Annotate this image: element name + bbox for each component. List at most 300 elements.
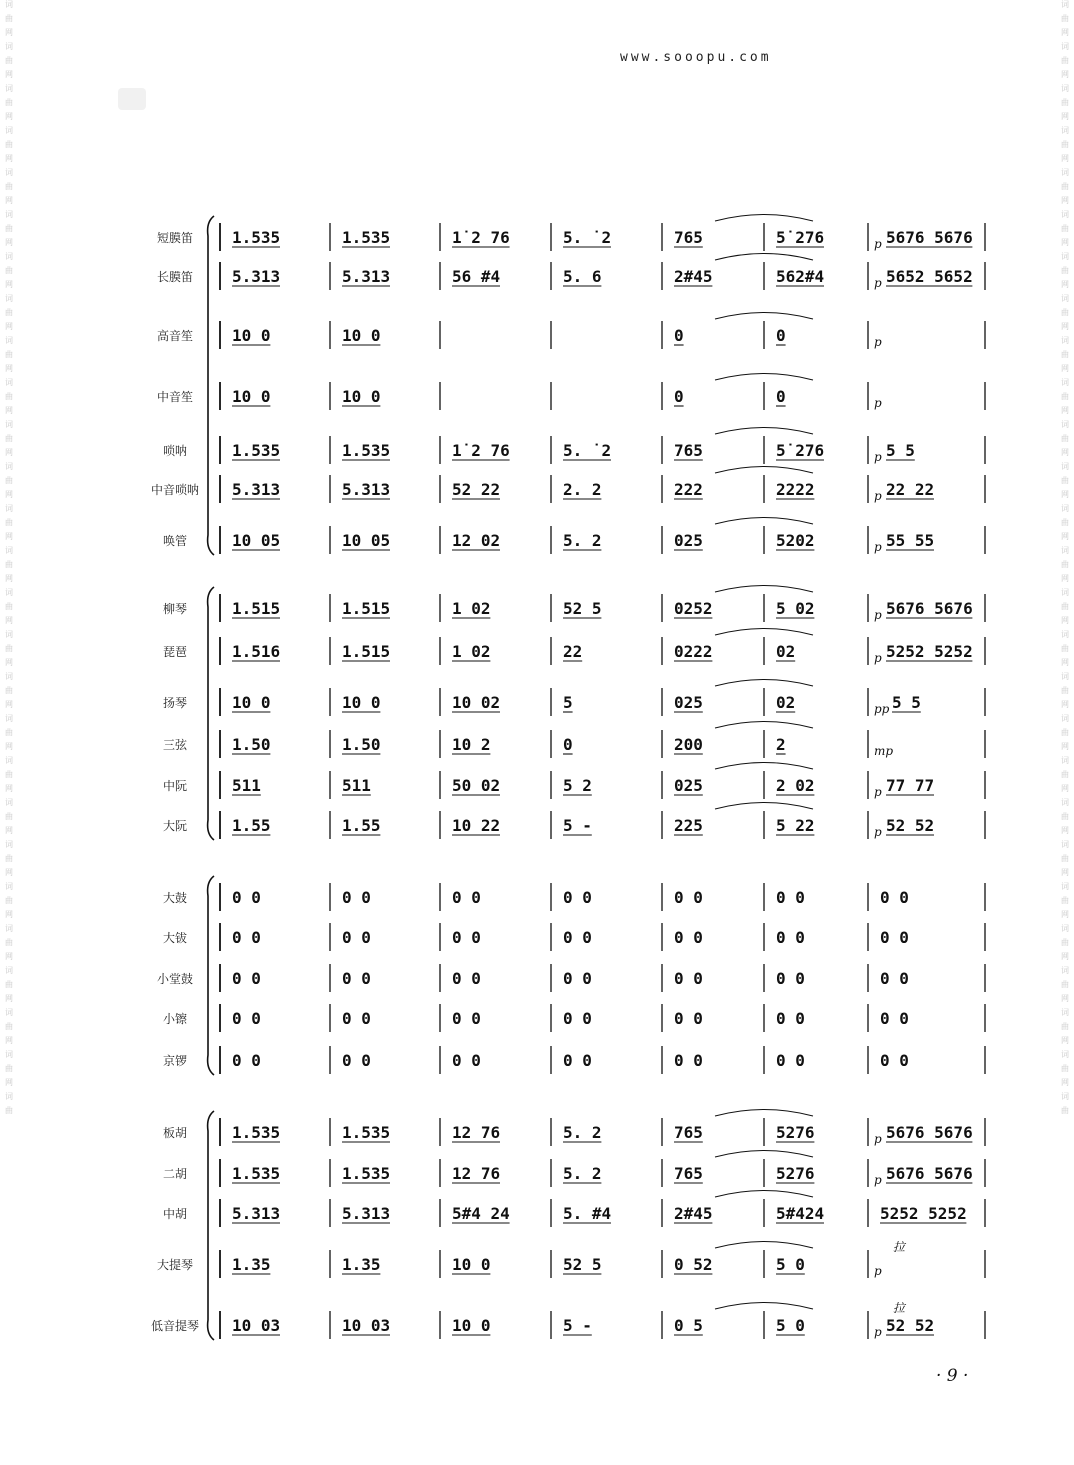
watermark-glyph: 曲 — [1061, 392, 1069, 401]
watermark-glyph: 网 — [5, 1036, 13, 1045]
watermark-glyph: 曲 — [5, 350, 13, 359]
measure-notes: 1.35 — [342, 1255, 381, 1274]
watermark-glyph: 词 — [1061, 84, 1069, 93]
slur — [715, 586, 813, 593]
slur — [715, 428, 813, 435]
measure-notes: 52 5 — [563, 599, 602, 618]
watermark-glyph: 词 — [5, 798, 13, 807]
measure-notes: 5#424 — [776, 1204, 825, 1223]
measure-notes: 5#4 24 — [452, 1204, 510, 1223]
watermark-glyph: 词 — [5, 462, 13, 471]
watermark-glyph: 曲 — [5, 1106, 13, 1115]
watermark-glyph: 网 — [1061, 406, 1069, 415]
watermark-glyph: 曲 — [1061, 350, 1069, 359]
measure-notes: 1.35 — [232, 1255, 271, 1274]
watermark-glyph: 曲 — [5, 728, 13, 737]
measure-notes: 1.515 — [232, 599, 281, 618]
measure-notes: 1.535 — [232, 228, 281, 247]
measure-notes: 0 0 — [342, 928, 371, 947]
measure-notes: 0 0 — [563, 1051, 592, 1070]
measure-notes: 2 — [776, 735, 786, 754]
instrument-name: 大钹 — [162, 931, 188, 945]
measure-notes: 5. ˙2 — [563, 441, 612, 460]
dynamic-marking: p — [874, 540, 882, 554]
dynamic-marking: p — [874, 1173, 882, 1187]
watermark-glyph: 网 — [5, 532, 13, 541]
watermark-glyph: 词 — [1061, 798, 1069, 807]
measure-notes: 0 0 — [232, 888, 261, 907]
measure-notes: 0 0 — [880, 888, 909, 907]
measure-notes: 025 — [674, 776, 703, 795]
watermark-glyph: 曲 — [1061, 560, 1069, 569]
measure-notes: 0 52 — [674, 1255, 713, 1274]
measure-notes: 5276 — [776, 1123, 815, 1142]
measure-notes: 200 — [674, 735, 703, 754]
measure-notes: 10 0 — [342, 387, 381, 406]
watermark-glyph: 曲 — [5, 392, 13, 401]
watermark-glyph: 词 — [1061, 840, 1069, 849]
measure-notes: 765 — [674, 441, 703, 460]
slur — [715, 763, 813, 770]
measure-notes: 0 0 — [232, 1009, 261, 1028]
dynamic-marking: p — [874, 785, 882, 799]
instrument-name: 唤管 — [162, 534, 188, 548]
measure-notes: 0 — [674, 326, 684, 345]
measure-notes: 225 — [674, 816, 703, 835]
measure-notes: 0 0 — [342, 969, 371, 988]
watermark-glyph: 曲 — [5, 854, 13, 863]
watermark-glyph: 词 — [5, 42, 13, 51]
watermark-glyph: 网 — [1061, 994, 1069, 1003]
measure-notes: 5 5 — [886, 441, 915, 460]
watermark-glyph: 网 — [1061, 1036, 1069, 1045]
group-bracket — [208, 876, 214, 1075]
watermark-glyph: 网 — [1061, 322, 1069, 331]
measure-notes: 5.313 — [232, 1204, 281, 1223]
watermark-glyph: 词 — [1061, 546, 1069, 555]
watermark-glyph: 曲 — [5, 14, 13, 23]
measure-notes: 10 0 — [342, 326, 381, 345]
watermark-glyph: 网 — [1061, 868, 1069, 877]
instrument-name: 大提琴 — [156, 1258, 194, 1272]
measure-notes: 1.535 — [342, 228, 391, 247]
watermark-glyph: 词 — [5, 420, 13, 429]
group-bracket — [208, 1111, 214, 1340]
slur — [715, 1110, 813, 1117]
measure-notes: 0 0 — [342, 1051, 371, 1070]
measure-notes: 5 - — [563, 1316, 592, 1335]
measure-notes: 0 0 — [776, 1051, 805, 1070]
measure-notes: 0252 — [674, 599, 713, 618]
watermark-glyph: 词 — [1061, 1008, 1069, 1017]
watermark-glyph: 曲 — [1061, 980, 1069, 989]
watermark-glyph: 曲 — [1061, 602, 1069, 611]
measure-notes: 5202 — [776, 531, 815, 550]
watermark-glyph: 词 — [5, 336, 13, 345]
watermark-glyph: 曲 — [5, 644, 13, 653]
watermark-glyph: 网 — [1061, 784, 1069, 793]
measure-notes: 5676 5676 — [886, 1123, 973, 1142]
instrument-name: 小堂鼓 — [156, 972, 194, 986]
measure-notes: 5.313 — [232, 480, 281, 499]
measure-notes: 765 — [674, 1164, 703, 1183]
dynamic-marking: p — [874, 450, 882, 464]
measure-notes: 5652 5652 — [886, 267, 973, 286]
watermark-glyph: 曲 — [1061, 1022, 1069, 1031]
dynamic-marking: p — [874, 825, 882, 839]
measure-notes: 1.55 — [342, 816, 381, 835]
watermark-glyph: 网 — [5, 910, 13, 919]
watermark-glyph: 词 — [1061, 378, 1069, 387]
watermark-glyph: 网 — [5, 28, 13, 37]
measure-notes: 1.535 — [232, 441, 281, 460]
watermark-glyph: 词 — [1061, 882, 1069, 891]
measure-notes: 2#45 — [674, 267, 713, 286]
measure-notes: 0 — [776, 387, 786, 406]
instrument-name: 唢呐 — [162, 444, 188, 458]
watermark-glyph: 曲 — [5, 182, 13, 191]
watermark-glyph: 词 — [1061, 336, 1069, 345]
instrument-name: 中阮 — [162, 779, 188, 793]
watermark-glyph: 曲 — [1061, 854, 1069, 863]
slur — [715, 215, 813, 222]
dynamic-marking: p — [874, 396, 882, 410]
watermark-glyph: 网 — [1061, 616, 1069, 625]
watermark-glyph: 词 — [5, 714, 13, 723]
watermark-glyph: 网 — [1061, 490, 1069, 499]
measure-notes: 10 02 — [452, 693, 501, 712]
watermark-glyph: 曲 — [1061, 224, 1069, 233]
measure-notes: 0 0 — [674, 1051, 703, 1070]
measure-notes: 5.313 — [342, 267, 391, 286]
watermark-glyph: 词 — [1061, 42, 1069, 51]
measure-notes: 0 0 — [563, 888, 592, 907]
measure-notes: 0 0 — [880, 969, 909, 988]
watermark-glyph: 词 — [5, 210, 13, 219]
measure-notes: 1.50 — [232, 735, 271, 754]
watermark-glyph: 曲 — [5, 98, 13, 107]
watermark-glyph: 网 — [5, 490, 13, 499]
watermark-glyph: 曲 — [1061, 770, 1069, 779]
watermark-glyph: 网 — [1061, 742, 1069, 751]
watermark-glyph: 曲 — [1061, 1106, 1069, 1115]
measure-notes: 765 — [674, 1123, 703, 1142]
watermark-glyph: 网 — [1061, 154, 1069, 163]
watermark-glyph: 网 — [5, 406, 13, 415]
watermark-glyph: 曲 — [5, 308, 13, 317]
slur — [715, 629, 813, 636]
measure-notes: 52 22 — [452, 480, 501, 499]
watermark-glyph: 曲 — [5, 1064, 13, 1073]
measure-notes: 10 2 — [452, 735, 491, 754]
slur — [715, 1303, 813, 1310]
watermark-glyph: 词 — [1061, 756, 1069, 765]
watermark-glyph: 词 — [1061, 420, 1069, 429]
slur — [715, 1151, 813, 1158]
group-bracket — [208, 587, 214, 840]
measure-notes: 52 52 — [886, 816, 935, 835]
measure-notes: 22 22 — [886, 480, 935, 499]
watermark-glyph: 词 — [1061, 126, 1069, 135]
measure-notes: 5676 5676 — [886, 1164, 973, 1183]
measure-notes: 10 05 — [232, 531, 281, 550]
measure-notes: 02 — [776, 642, 796, 661]
watermark-glyph: 网 — [1061, 826, 1069, 835]
instrument-name: 二胡 — [162, 1167, 188, 1181]
measure-notes: 1.516 — [232, 642, 281, 661]
measure-notes: 0 — [776, 326, 786, 345]
measure-notes: 5276 — [776, 1164, 815, 1183]
measure-notes: 2#45 — [674, 1204, 713, 1223]
measure-notes: 5 22 — [776, 816, 815, 835]
measure-notes: 562#4 — [776, 267, 825, 286]
measure-notes: 1.515 — [342, 642, 391, 661]
watermark-glyph: 网 — [5, 742, 13, 751]
watermark-glyph: 网 — [5, 322, 13, 331]
measure-notes: 2 02 — [776, 776, 815, 795]
measure-notes: 511 — [232, 776, 261, 795]
watermark-glyph: 词 — [1061, 924, 1069, 933]
measure-notes: 52 52 — [886, 1316, 935, 1335]
measure-notes: 025 — [674, 693, 703, 712]
measure-notes: 5. #4 — [563, 1204, 612, 1223]
dynamic-marking: p — [874, 651, 882, 665]
measure-notes: 10 03 — [232, 1316, 281, 1335]
watermark-glyph: 网 — [5, 616, 13, 625]
measure-notes: 0 0 — [563, 969, 592, 988]
instrument-name: 大阮 — [162, 819, 188, 833]
instrument-name: 三弦 — [162, 738, 188, 752]
watermark-glyph: 词 — [1061, 168, 1069, 177]
dynamic-marking: pp — [874, 702, 890, 716]
measure-notes: 5 5 — [892, 693, 921, 712]
watermark-glyph: 曲 — [5, 938, 13, 947]
bowing-marking: 拉 — [893, 1301, 906, 1315]
watermark-glyph: 曲 — [1061, 14, 1069, 23]
instrument-name: 短膜笛 — [156, 231, 194, 245]
measure-notes: 77 77 — [886, 776, 935, 795]
measure-notes: 0 0 — [452, 928, 481, 947]
dynamic-marking: p — [874, 1325, 882, 1339]
watermark-glyph: 词 — [5, 126, 13, 135]
watermark-glyph: 词 — [1061, 252, 1069, 261]
watermark-glyph: 网 — [5, 154, 13, 163]
measure-notes: 5 - — [563, 816, 592, 835]
watermark-glyph: 词 — [5, 1008, 13, 1017]
slur — [715, 374, 813, 381]
measure-notes: 5.313 — [342, 1204, 391, 1223]
measure-notes: 0 0 — [342, 888, 371, 907]
measure-notes: 5 02 — [776, 599, 815, 618]
measure-notes: 0 0 — [563, 928, 592, 947]
watermark-glyph: 网 — [5, 574, 13, 583]
slur — [715, 518, 813, 525]
watermark-glyph: 网 — [1061, 532, 1069, 541]
watermark-glyph: 词 — [5, 1092, 13, 1101]
measure-notes: 5˙276 — [776, 228, 825, 247]
watermark-glyph: 网 — [5, 196, 13, 205]
instrument-name: 扬琴 — [162, 696, 188, 710]
slur — [715, 680, 813, 687]
watermark-glyph: 词 — [5, 924, 13, 933]
measure-notes: 0 0 — [452, 888, 481, 907]
watermark-glyph: 词 — [5, 546, 13, 555]
watermark-glyph: 词 — [5, 504, 13, 513]
measure-notes: 5 0 — [776, 1255, 805, 1274]
watermark-glyph: 网 — [5, 784, 13, 793]
measure-notes: 0 0 — [563, 1009, 592, 1028]
measure-notes: 10 0 — [342, 693, 381, 712]
instrument-name: 京锣 — [162, 1054, 188, 1068]
watermark-glyph: 曲 — [1061, 938, 1069, 947]
watermark-glyph: 词 — [1061, 672, 1069, 681]
website-header: www.sooopu.com — [620, 50, 772, 65]
dynamic-marking: p — [874, 608, 882, 622]
watermark-glyph: 词 — [5, 0, 13, 9]
watermark-glyph: 曲 — [1061, 518, 1069, 527]
watermark-glyph: 词 — [5, 252, 13, 261]
measure-notes: 5˙276 — [776, 441, 825, 460]
measure-notes: 0 0 — [674, 1009, 703, 1028]
watermark-glyph: 词 — [5, 378, 13, 387]
watermark-glyph: 曲 — [1061, 140, 1069, 149]
measure-notes: 025 — [674, 531, 703, 550]
watermark-glyph: 网 — [1061, 280, 1069, 289]
watermark-glyph: 网 — [1061, 952, 1069, 961]
measure-notes: 5.313 — [342, 480, 391, 499]
measure-notes: 1.515 — [342, 599, 391, 618]
watermark-glyph: 曲 — [5, 896, 13, 905]
watermark-glyph: 网 — [1061, 1078, 1069, 1087]
measure-notes: 12 76 — [452, 1123, 501, 1142]
watermark-glyph: 曲 — [1061, 308, 1069, 317]
measure-notes: 0 0 — [452, 969, 481, 988]
watermark-glyph: 曲 — [5, 266, 13, 275]
slur — [715, 313, 813, 320]
measure-notes: 5252 5252 — [886, 642, 973, 661]
measure-notes: 5. 2 — [563, 531, 602, 550]
measure-notes: 5. 6 — [563, 267, 602, 286]
measure-notes: 0 — [674, 387, 684, 406]
watermark-glyph: 网 — [5, 448, 13, 457]
watermark-glyph: 词 — [1061, 714, 1069, 723]
watermark-glyph: 网 — [5, 280, 13, 289]
watermark-glyph: 网 — [5, 238, 13, 247]
watermark-glyph: 网 — [5, 952, 13, 961]
watermark-glyph: 曲 — [1061, 1064, 1069, 1073]
watermark-glyph: 词 — [5, 756, 13, 765]
measure-notes: 10 05 — [342, 531, 391, 550]
watermark-glyph: 词 — [1061, 966, 1069, 975]
watermark-glyph: 曲 — [5, 686, 13, 695]
watermark-glyph: 词 — [5, 588, 13, 597]
watermark-glyph: 曲 — [5, 560, 13, 569]
watermark-glyph: 曲 — [1061, 182, 1069, 191]
watermark-glyph: 曲 — [1061, 476, 1069, 485]
watermark-glyph: 曲 — [5, 56, 13, 65]
measure-notes: 55 55 — [886, 531, 935, 550]
watermark-glyph: 网 — [1061, 238, 1069, 247]
measure-notes: 0 0 — [880, 1051, 909, 1070]
measure-notes: 0 0 — [232, 1051, 261, 1070]
measure-notes: 10 0 — [452, 1316, 491, 1335]
slur — [715, 803, 813, 810]
watermark-glyph: 曲 — [1061, 266, 1069, 275]
measure-notes: 511 — [342, 776, 371, 795]
slur — [715, 254, 813, 261]
measure-notes: 0 0 — [452, 1051, 481, 1070]
measure-notes: 1.50 — [342, 735, 381, 754]
measure-notes: 12 02 — [452, 531, 501, 550]
dynamic-marking: mp — [874, 744, 894, 758]
instrument-name: 中音唢呐 — [150, 483, 200, 497]
measure-notes: 10 0 — [232, 387, 271, 406]
measure-notes: 765 — [674, 228, 703, 247]
watermark-glyph: 网 — [5, 70, 13, 79]
watermark-glyph: 网 — [1061, 196, 1069, 205]
watermark-glyph: 词 — [1061, 462, 1069, 471]
measure-notes: 5. ˙2 — [563, 228, 612, 247]
measure-notes: 52 5 — [563, 1255, 602, 1274]
watermark-glyph: 网 — [5, 826, 13, 835]
measure-notes: 1.535 — [342, 441, 391, 460]
measure-notes: 0 0 — [674, 888, 703, 907]
watermark-glyph: 词 — [5, 840, 13, 849]
measure-notes: 10 0 — [232, 693, 271, 712]
measure-notes: 0 0 — [776, 888, 805, 907]
group-bracket — [208, 216, 214, 555]
watermark-glyph: 词 — [5, 168, 13, 177]
measure-notes: 0 0 — [880, 1009, 909, 1028]
measure-notes: 5. 2 — [563, 1164, 602, 1183]
dynamic-marking: p — [874, 276, 882, 290]
watermark-glyph: 网 — [1061, 364, 1069, 373]
watermark-glyph: 曲 — [1061, 686, 1069, 695]
dynamic-marking: p — [874, 1132, 882, 1146]
instrument-name: 中胡 — [162, 1207, 188, 1221]
measure-notes: 22 — [563, 642, 583, 661]
watermark-glyph: 词 — [1061, 588, 1069, 597]
measure-notes: 1.535 — [232, 1164, 281, 1183]
watermark-glyph: 词 — [1061, 1092, 1069, 1101]
measure-notes: 5 0 — [776, 1316, 805, 1335]
measure-notes: 50 02 — [452, 776, 501, 795]
bowing-marking: 拉 — [893, 1240, 906, 1254]
watermark-glyph: 词 — [1061, 630, 1069, 639]
watermark-glyph: 曲 — [1061, 728, 1069, 737]
measure-notes: 1 02 — [452, 599, 491, 618]
dynamic-marking: p — [874, 1264, 882, 1278]
watermark-glyph: 词 — [5, 672, 13, 681]
instrument-name: 柳琴 — [162, 602, 188, 616]
dynamic-marking: p — [874, 237, 882, 251]
watermark-glyph: 词 — [1061, 294, 1069, 303]
watermark-glyph: 词 — [5, 966, 13, 975]
instrument-name: 中音笙 — [156, 390, 194, 404]
watermark-glyph: 曲 — [1061, 644, 1069, 653]
slur — [715, 1242, 813, 1249]
watermark-glyph: 网 — [5, 112, 13, 121]
measure-notes: 56 #4 — [452, 267, 501, 286]
measure-notes: 5676 5676 — [886, 228, 973, 247]
watermark-glyph: 曲 — [1061, 812, 1069, 821]
measure-notes: 1.535 — [232, 1123, 281, 1142]
watermark-glyph: 网 — [1061, 910, 1069, 919]
measure-notes: 0 0 — [342, 1009, 371, 1028]
measure-notes: 0222 — [674, 642, 713, 661]
watermark-glyph: 曲 — [1061, 434, 1069, 443]
watermark-glyph: 网 — [1061, 70, 1069, 79]
